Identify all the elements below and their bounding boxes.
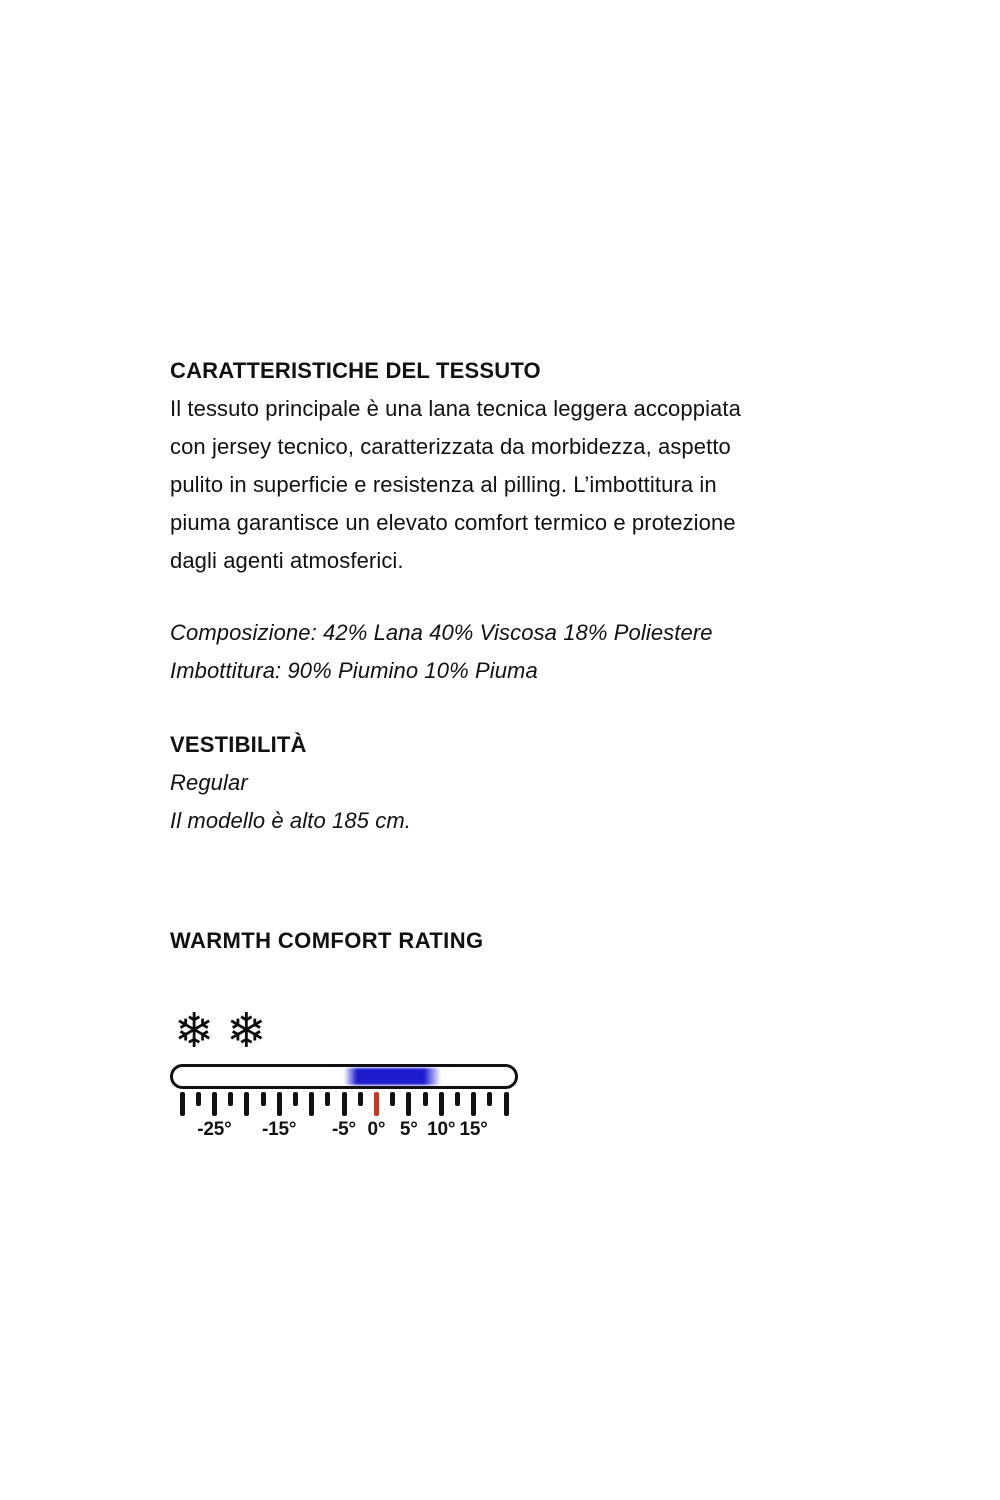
composition-line: Composizione: 42% Lana 40% Viscosa 18% Poliestere bbox=[170, 620, 713, 645]
warmth-comfort-rating-graphic bbox=[170, 1006, 870, 1140]
fabric-description-line: piuma garantisce un elevato comfort termico e protezione bbox=[170, 510, 736, 535]
temperature-tick bbox=[342, 1092, 347, 1116]
zero-temperature-tick bbox=[374, 1092, 379, 1116]
temperature-tick bbox=[212, 1092, 217, 1116]
temperature-tick bbox=[455, 1092, 460, 1106]
temperature-tick-label: 15° bbox=[459, 1119, 488, 1140]
temperature-tick bbox=[196, 1092, 201, 1106]
fabric-heading: CARATTERISTICHE DEL TESSUTO bbox=[170, 358, 541, 383]
temperature-tick bbox=[504, 1092, 509, 1116]
temperature-tick-label: -5° bbox=[332, 1119, 356, 1140]
fabric-description-line: Il tessuto principale è una lana tecnica leggera accoppiata bbox=[170, 396, 741, 421]
snowflake-icon: ❄ bbox=[226, 1005, 267, 1058]
temperature-tick bbox=[439, 1092, 444, 1116]
temperature-tick bbox=[390, 1092, 395, 1106]
temperature-tick-scale bbox=[170, 1092, 518, 1140]
temperature-tick bbox=[277, 1092, 282, 1116]
comfort-band bbox=[344, 1068, 441, 1085]
temperature-tick bbox=[487, 1092, 492, 1106]
temperature-tick bbox=[309, 1092, 314, 1116]
warmth-rating-heading: WARMTH COMFORT RATING bbox=[170, 928, 484, 953]
fabric-description bbox=[170, 390, 870, 580]
fabric-description-line: dagli agenti atmosferici. bbox=[170, 548, 404, 573]
temperature-tick bbox=[325, 1092, 330, 1106]
temperature-tick bbox=[406, 1092, 411, 1116]
temperature-tick bbox=[180, 1092, 185, 1116]
temperature-tick-label: 0° bbox=[367, 1119, 386, 1140]
temperature-tick bbox=[423, 1092, 428, 1106]
composition-block bbox=[170, 614, 870, 690]
temperature-tick-label: -15° bbox=[262, 1119, 297, 1140]
temperature-tick-label: -25° bbox=[197, 1119, 232, 1140]
temperature-tick bbox=[244, 1092, 249, 1116]
temperature-tick bbox=[358, 1092, 363, 1106]
fit-heading: VESTIBILITÀ bbox=[170, 732, 307, 757]
snowflake-row bbox=[170, 1006, 870, 1058]
temperature-tick bbox=[293, 1092, 298, 1106]
model-height-info: Il modello è alto 185 cm. bbox=[170, 808, 411, 833]
fit-value: Regular bbox=[170, 770, 248, 795]
padding-line: Imbottitura: 90% Piumino 10% Piuma bbox=[170, 658, 538, 683]
fabric-description-line: pulito in superficie e resistenza al pilling. L’imbottitura in bbox=[170, 472, 717, 497]
fabric-description-line: con jersey tecnico, caratterizzata da morbidezza, aspetto bbox=[170, 434, 731, 459]
temperature-tick-label: 5° bbox=[399, 1119, 418, 1140]
temperature-gauge-pill bbox=[170, 1064, 518, 1089]
snowflake-icon: ❄ bbox=[174, 1005, 215, 1058]
temperature-tick bbox=[228, 1092, 233, 1106]
product-description-section bbox=[170, 352, 870, 1140]
temperature-tick bbox=[471, 1092, 476, 1116]
temperature-tick-label: 10° bbox=[427, 1119, 456, 1140]
temperature-tick bbox=[261, 1092, 266, 1106]
